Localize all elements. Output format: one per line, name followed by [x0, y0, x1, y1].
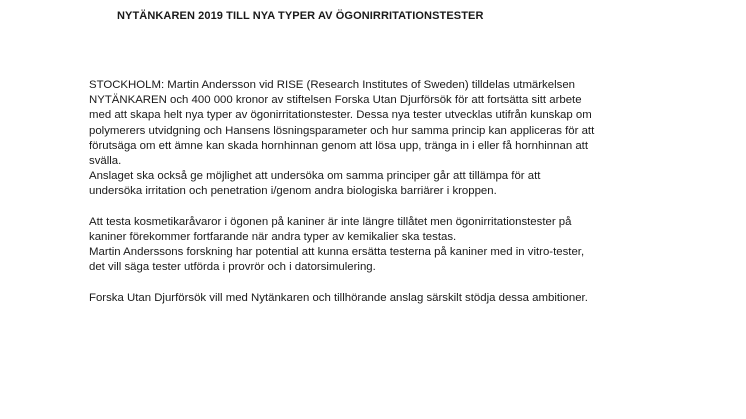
text-line: kaniner förekommer fortfarande när andra typer av kemikalier ska testas.	[89, 230, 457, 243]
text-line: undersöka irritation och penetration i/genom andra biologiska barriärer i kroppen.	[89, 185, 497, 198]
text-line: STOCKHOLM: Martin Andersson vid RISE (Research Institutes of Sweden) tilldelas utmärkelsen	[89, 79, 575, 91]
text-line: Att testa kosmetikaråvaror i ögonen på kaniner är inte längre tillåtet men ögonirritationstester på	[89, 215, 572, 228]
text-line: Forska Utan Djurförsök vill med Nytänkaren och tillhörande anslag särskilt stödja dessa ambitioner.	[89, 291, 588, 304]
text-line: förutsäga om ett ämne kan skada hornhinnan genom att lösa upp, tränga in i eller få hornhinnan att	[89, 139, 588, 152]
text-line: Anslaget ska också ge möjlighet att undersöka om samma principer går att tillämpa för att	[89, 170, 541, 183]
text-line: det vill säga tester utförda i provrör och i datorsimulering.	[89, 261, 376, 274]
text-line: med att skapa helt nya typer av ögonirritationstester. Dessa nya tester utvecklas utifrån kunskap om	[89, 109, 592, 122]
text-line: NYTÄNKAREN och 400 000 kronor av stiftelsen Forska Utan Djurförsök för att fortsätta sitt arbete	[89, 94, 582, 107]
document-body	[89, 78, 679, 306]
paragraph-spacer	[89, 200, 679, 215]
text-line: polymerers utvidgning och Hansens lösningsparameter och hur samma princip kan appliceras för att	[89, 124, 595, 137]
paragraph-stockholm	[89, 78, 679, 169]
paragraph-ambitioner	[89, 291, 679, 306]
paragraph-forskning	[89, 245, 679, 275]
paragraph-spacer	[89, 275, 679, 290]
paragraph-anslaget	[89, 169, 679, 199]
text-line: svälla.	[89, 154, 122, 167]
document-title: NYTÄNKAREN 2019 TILL NYA TYPER AV ÖGONIRRITATIONSTESTER	[117, 10, 484, 22]
text-line: Martin Anderssons forskning har potential att kunna ersätta testerna på kaniner med in vitro-tester,	[89, 246, 585, 259]
paragraph-kosmetika	[89, 215, 679, 245]
